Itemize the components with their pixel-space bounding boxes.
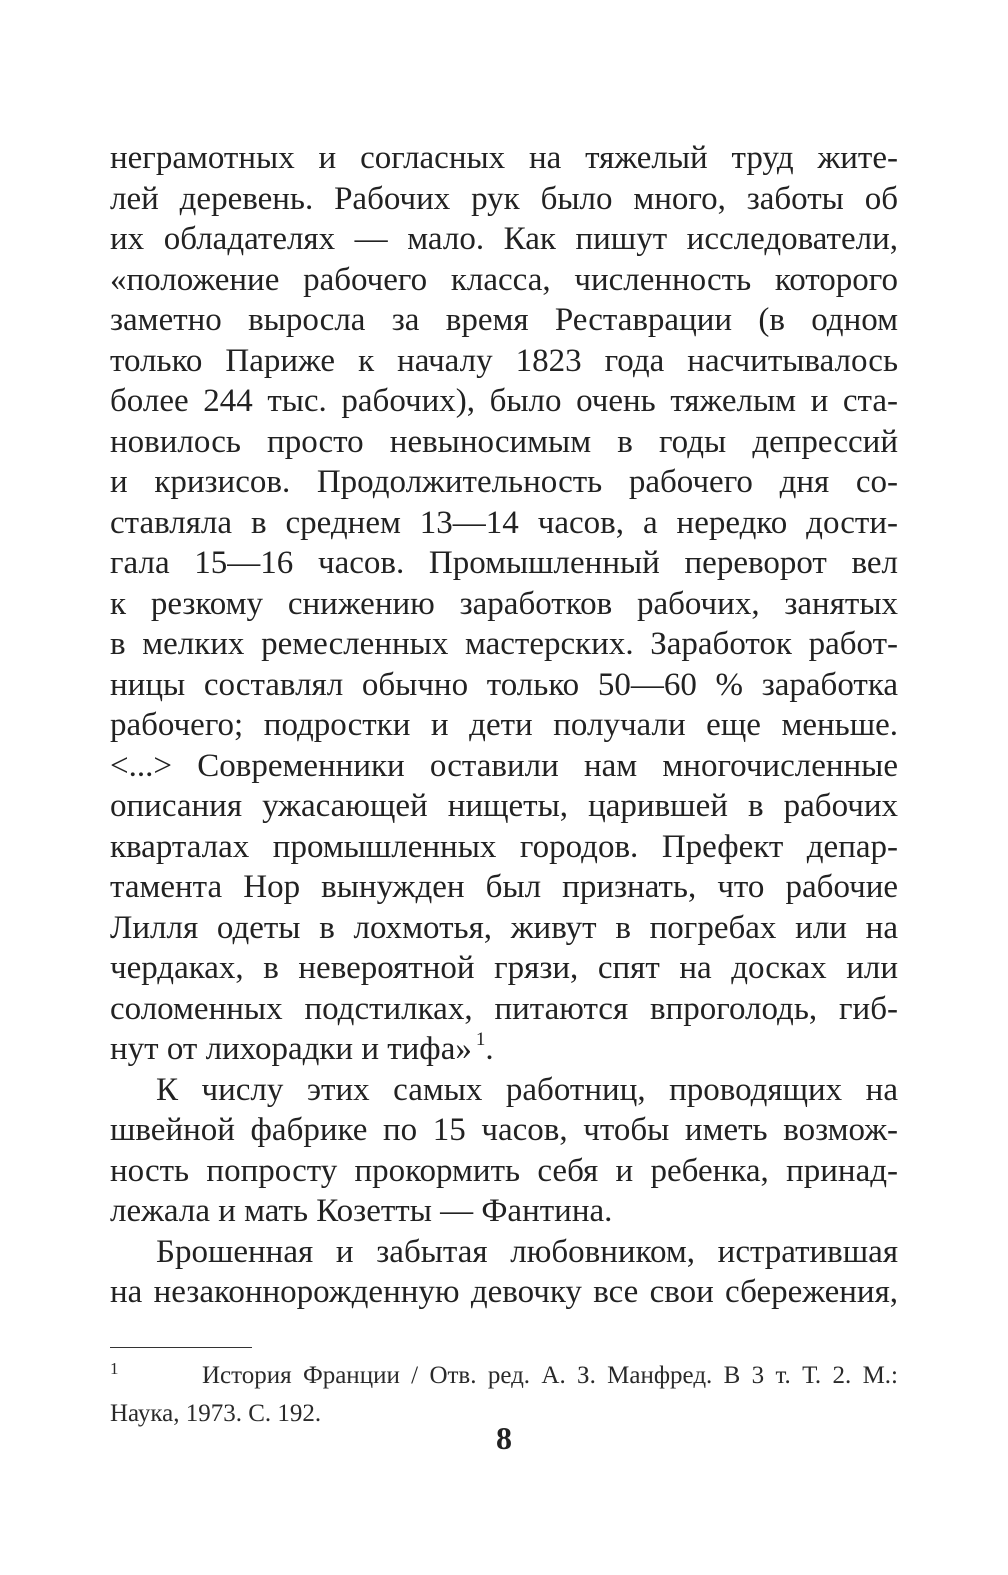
text-line: неграмотных и согласных на тяжелый труд жите- bbox=[110, 140, 898, 176]
body-text bbox=[110, 138, 898, 1313]
text-line: ницы составлял обычно только 50—60 % заработка bbox=[110, 666, 898, 703]
text-line: более 244 тыс. рабочих), было очень тяжелым и ста- bbox=[110, 383, 898, 419]
text-line: только Париже к началу 1823 года насчитывалось bbox=[110, 342, 898, 379]
text-line: ность попросту прокормить себя и ребенка, принад- bbox=[110, 1152, 898, 1189]
text-line: лежала и мать Козетты — Фантина. bbox=[110, 1193, 613, 1229]
text-line: заметно выросла за время Реставрации (в одном bbox=[110, 302, 898, 338]
text-line: К числу этих самых работниц, проводящих на bbox=[156, 1071, 898, 1108]
text-line: Лилля одеты в лохмотья, живут в погребах или на bbox=[110, 909, 898, 946]
text-line: в мелких ремесленных мастерских. Заработок работ- bbox=[110, 626, 898, 662]
footnote-line: Наука, 1973. С. 192. bbox=[110, 1400, 322, 1427]
text-line: новилось просто невыносимым в годы депрессий bbox=[110, 423, 898, 460]
text-line: тамента Нор вынужден был признать, что рабочие bbox=[110, 869, 898, 905]
text-line: швейной фабрике по 15 часов, чтобы иметь возмож- bbox=[110, 1112, 898, 1148]
text-line: на незаконнорожденную девочку все свои сбережения, bbox=[110, 1274, 898, 1310]
page-number: 8 bbox=[496, 1420, 512, 1456]
text-line: и кризисов. Продолжительность рабочего дня со- bbox=[110, 464, 898, 500]
text-line: чердаках, в невероятной грязи, спят на досках или bbox=[110, 950, 898, 986]
text-line-with-footnote bbox=[110, 1029, 898, 1070]
footnote-line: 1 История Франции / Отв. ред. А. З. Манфред. В 3 т. Т. 2. М.: bbox=[110, 1359, 898, 1389]
text-line: соломенных подстилках, питаются впроголодь, гиб- bbox=[110, 990, 898, 1027]
text-line: <...> Современники оставили нам многочисленные bbox=[110, 747, 898, 784]
text-line: нут от лихорадки и тифа» bbox=[110, 1031, 472, 1067]
text-line: Брошенная и забытая любовником, истратившая bbox=[156, 1233, 898, 1270]
text-line: «положение рабочего класса, численность которого bbox=[110, 261, 898, 298]
text-line: ставляла в среднем 13—14 часов, а нередко дости- bbox=[110, 504, 898, 541]
text-line: к резкому снижению заработков рабочих, занятых bbox=[110, 585, 898, 622]
paragraph-quote bbox=[110, 138, 898, 1070]
text-line: гала 15—16 часов. Промышленный переворот вел bbox=[110, 545, 898, 581]
text-line: рабочего; подростки и дети получали еще меньше. bbox=[110, 707, 898, 743]
paragraph-fantine bbox=[110, 1070, 898, 1232]
paragraph-abandoned bbox=[110, 1232, 898, 1313]
text-line: их обладателях — мало. Как пишут исследователи, bbox=[110, 221, 898, 257]
text-line: описания ужасающей нищеты, царившей в рабочих bbox=[110, 788, 898, 824]
footnote-reference[interactable]: 1 bbox=[475, 1029, 486, 1050]
sentence-end: . bbox=[485, 1031, 494, 1067]
footnote-text: История Франции / Отв. ред. А. З. Манфред. В 3 т. Т. 2. М.: bbox=[202, 1362, 898, 1389]
footnote-separator bbox=[110, 1347, 252, 1348]
text-line: лей деревень. Рабочих рук было много, заботы об bbox=[110, 180, 898, 217]
text-line: кварталах промышленных городов. Префект депар- bbox=[110, 828, 898, 865]
